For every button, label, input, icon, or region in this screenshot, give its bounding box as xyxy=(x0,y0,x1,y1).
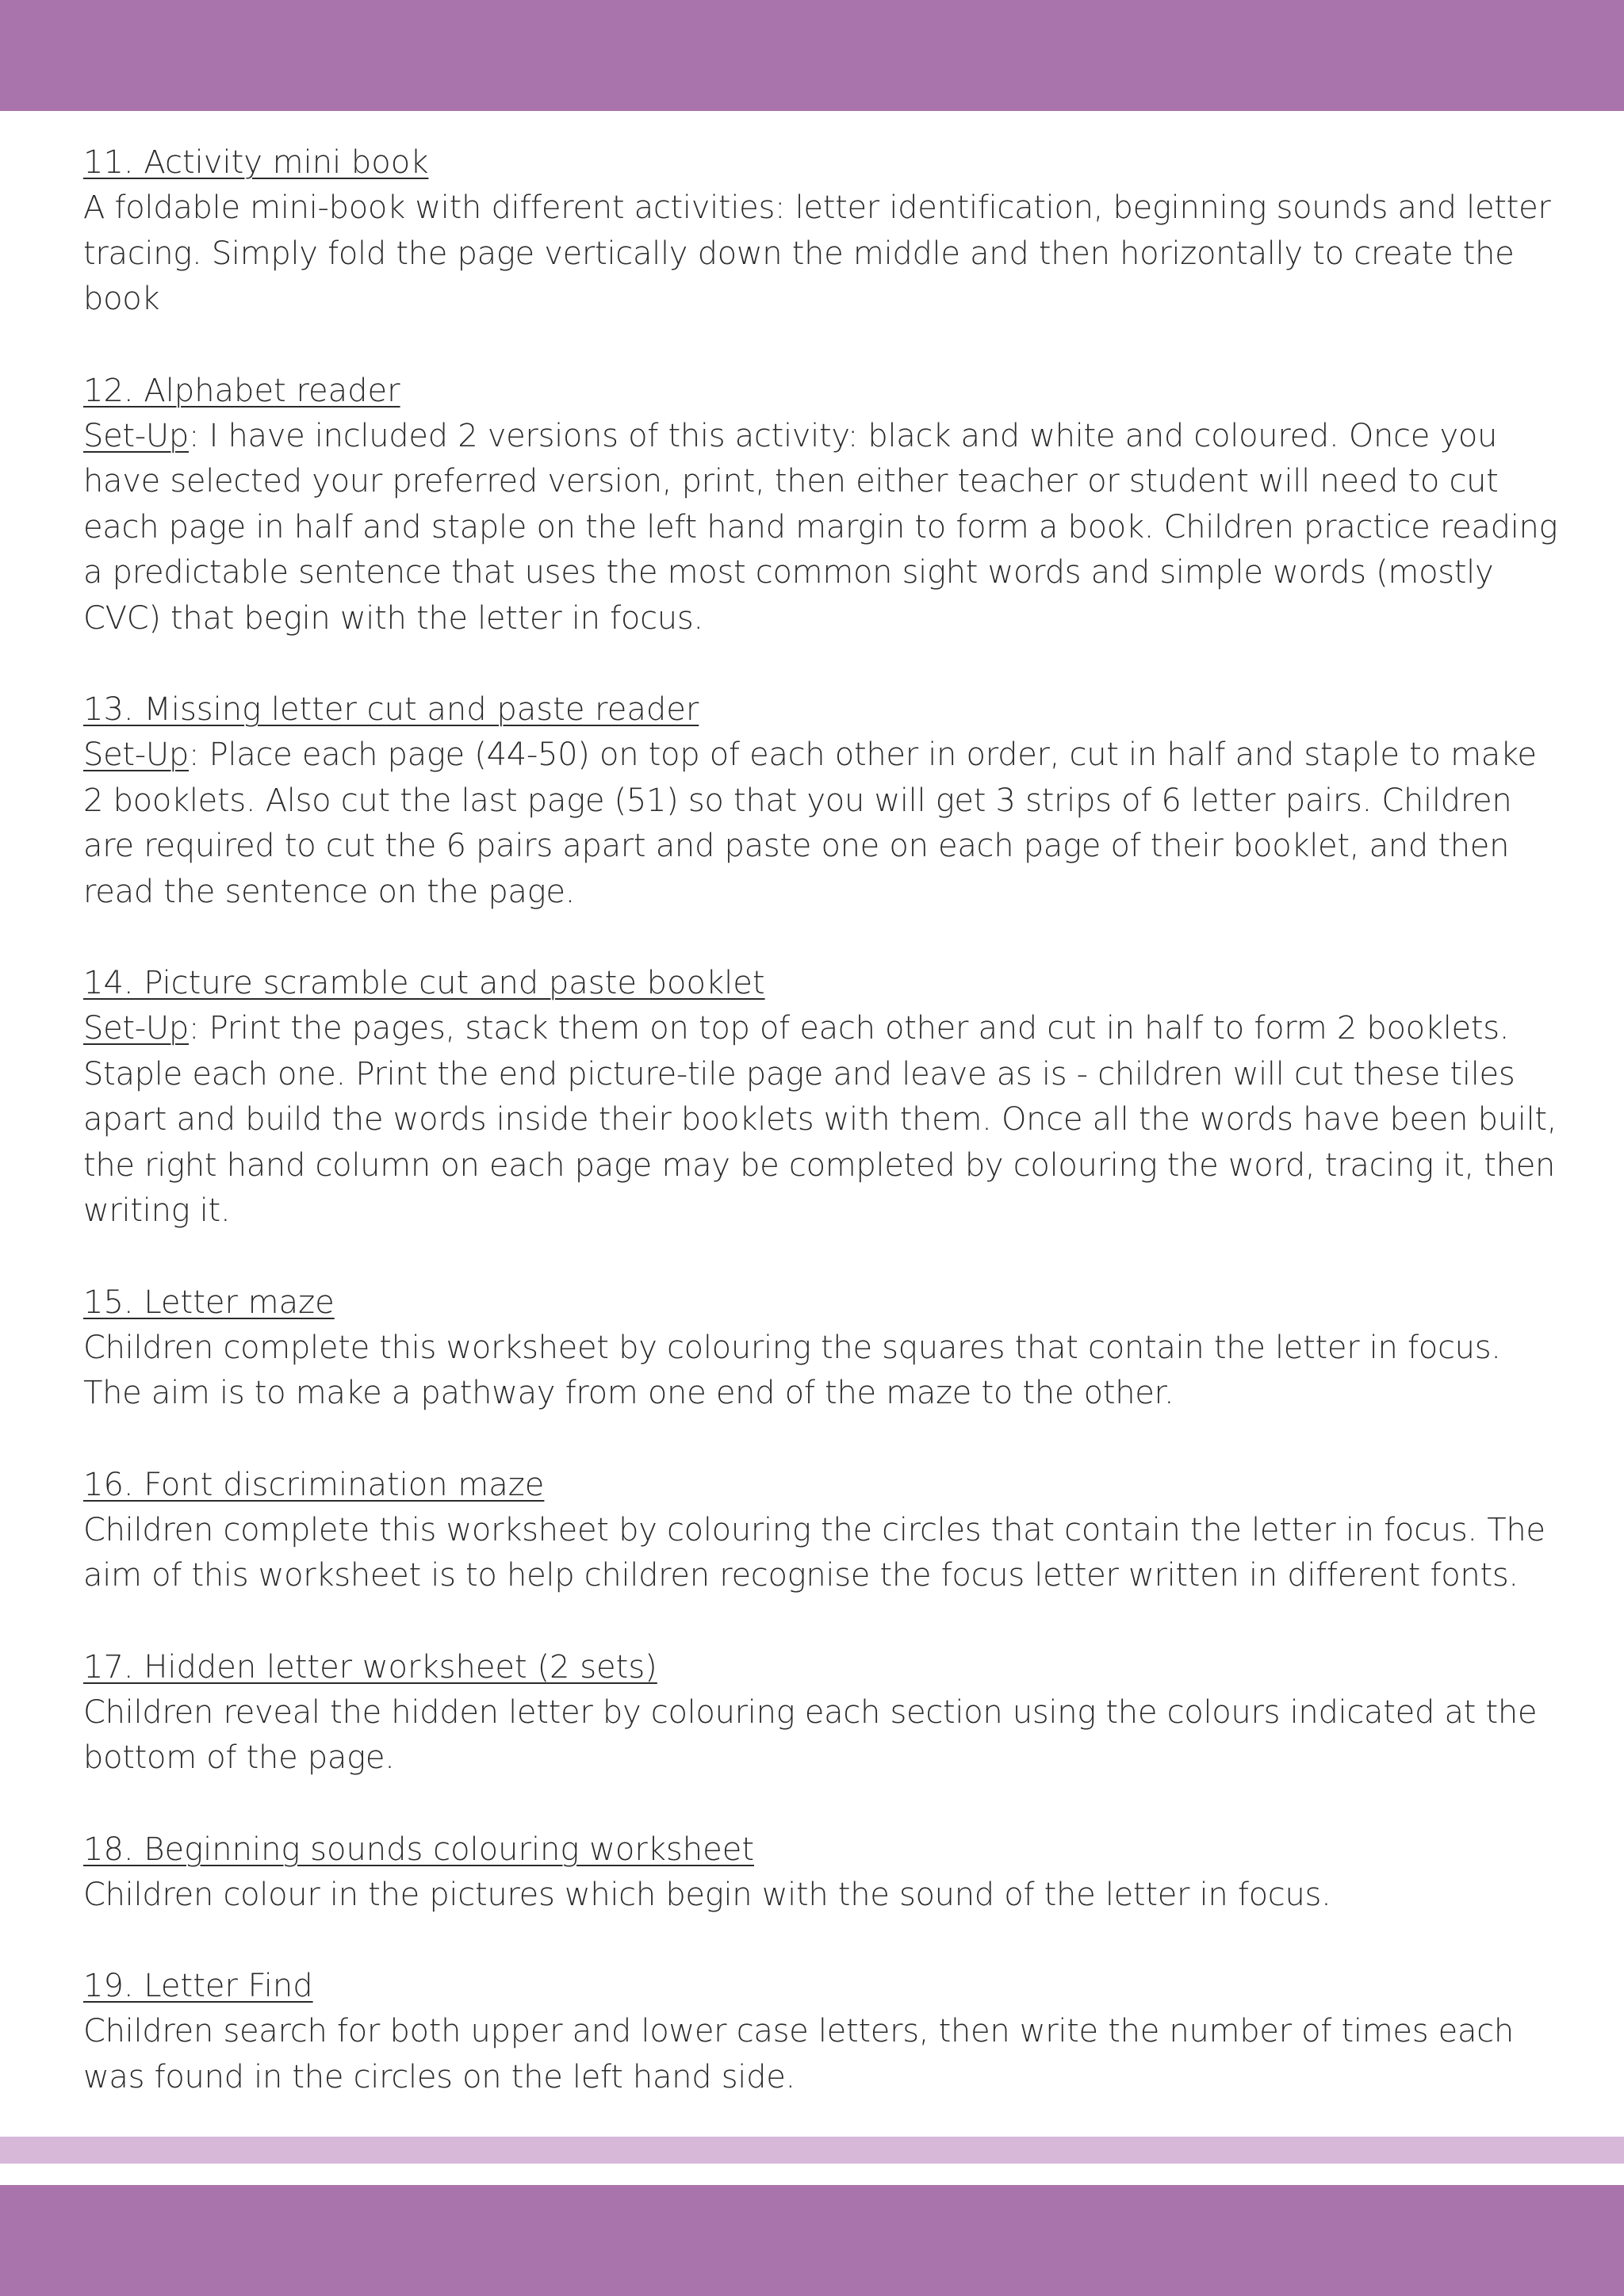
section-letter-find xyxy=(83,1963,1558,2100)
section-body xyxy=(83,1873,1558,1919)
section-activity-mini-book xyxy=(83,140,1558,323)
setup-label: Set-Up xyxy=(83,1010,189,1047)
header-band xyxy=(0,0,1624,111)
section-hidden-letter-worksheet xyxy=(83,1644,1558,1781)
section-picture-scramble-booklet xyxy=(83,960,1558,1234)
section-body xyxy=(83,414,1558,642)
section-text: A foldable mini-book with different activities: letter identification, beginning sounds and letter tracing. Simply fold the page vertically down the middle and then horizontally to create the book xyxy=(83,189,1551,317)
section-text: : I have included 2 versions of this activity: black and white and coloured. Once you have selected your preferred version, print, then either teacher or student will need to cut each page in half and staple on the left hand margin to form a book. Children practice reading a predictable sentence that uses the most common sight words and simple words (mostly CVC) that begin with the letter in focus. xyxy=(83,417,1558,637)
section-title: 11. Activity mini book xyxy=(83,144,429,181)
footer-light-stripe xyxy=(0,2137,1624,2164)
section-title: 16. Font discrimination maze xyxy=(83,1466,545,1503)
section-body xyxy=(83,186,1558,323)
section-text: Children reveal the hidden letter by colouring each section using the colours indicated at the bottom of the page. xyxy=(83,1693,1538,1776)
section-body xyxy=(83,1690,1558,1781)
section-title: 19. Letter Find xyxy=(83,1968,313,2004)
section-text: Children search for both upper and lower case letters, then write the number of times each was found in the circles on the left hand side. xyxy=(83,2013,1514,2095)
footer-band xyxy=(0,2185,1624,2296)
setup-label: Set-Up xyxy=(83,737,189,773)
section-beginning-sounds-worksheet xyxy=(83,1827,1558,1919)
section-text: : Print the pages, stack them on top of each other and cut in half to form 2 booklets. Staple each one. Print the end picture-tile page and leave as is - children will cut these tiles apart and build the words inside their booklets with them. Once all the words have been built, the right hand column on each page may be completed by colouring the word, tracing it, then writing it. xyxy=(83,1010,1557,1229)
section-alphabet-reader xyxy=(83,368,1558,642)
section-title: 15. Letter maze xyxy=(83,1284,335,1321)
section-title: 12. Alphabet reader xyxy=(83,372,400,409)
section-title: 18. Beginning sounds colouring worksheet xyxy=(83,1831,755,1868)
setup-label: Set-Up xyxy=(83,417,189,454)
section-body xyxy=(83,1006,1558,1234)
section-text: Children complete this worksheet by colouring the circles that contain the letter in focus. The aim of this worksheet is to help children recognise the focus letter written in different fonts. xyxy=(83,1511,1545,1594)
section-letter-maze xyxy=(83,1280,1558,1417)
section-title: 17. Hidden letter worksheet (2 sets) xyxy=(83,1648,657,1686)
section-text: Children colour in the pictures which begin with the sound of the letter in focus. xyxy=(83,1876,1331,1913)
section-title: 13. Missing letter cut and paste reader xyxy=(83,691,699,728)
section-body xyxy=(83,2009,1558,2100)
instructions-list xyxy=(83,140,1558,2145)
section-title: 14. Picture scramble cut and paste booklet xyxy=(83,965,765,1001)
section-body xyxy=(83,733,1558,915)
section-body xyxy=(83,1326,1558,1417)
section-body xyxy=(83,1508,1558,1599)
section-font-discrimination-maze xyxy=(83,1462,1558,1599)
section-missing-letter-reader xyxy=(83,687,1558,915)
section-text: : Place each page (44-50) on top of each other in order, cut in half and staple to make 2 booklets. Also cut the last page (51) so that you will get 3 strips of 6 letter pairs. Children are required to cut the 6 pairs apart and paste one on each page of their booklet, and then read the sentence on the page. xyxy=(83,737,1537,910)
section-text: Children complete this worksheet by colouring the squares that contain the letter in focus. The aim is to make a pathway from one end of the maze to the other. xyxy=(83,1329,1501,1411)
